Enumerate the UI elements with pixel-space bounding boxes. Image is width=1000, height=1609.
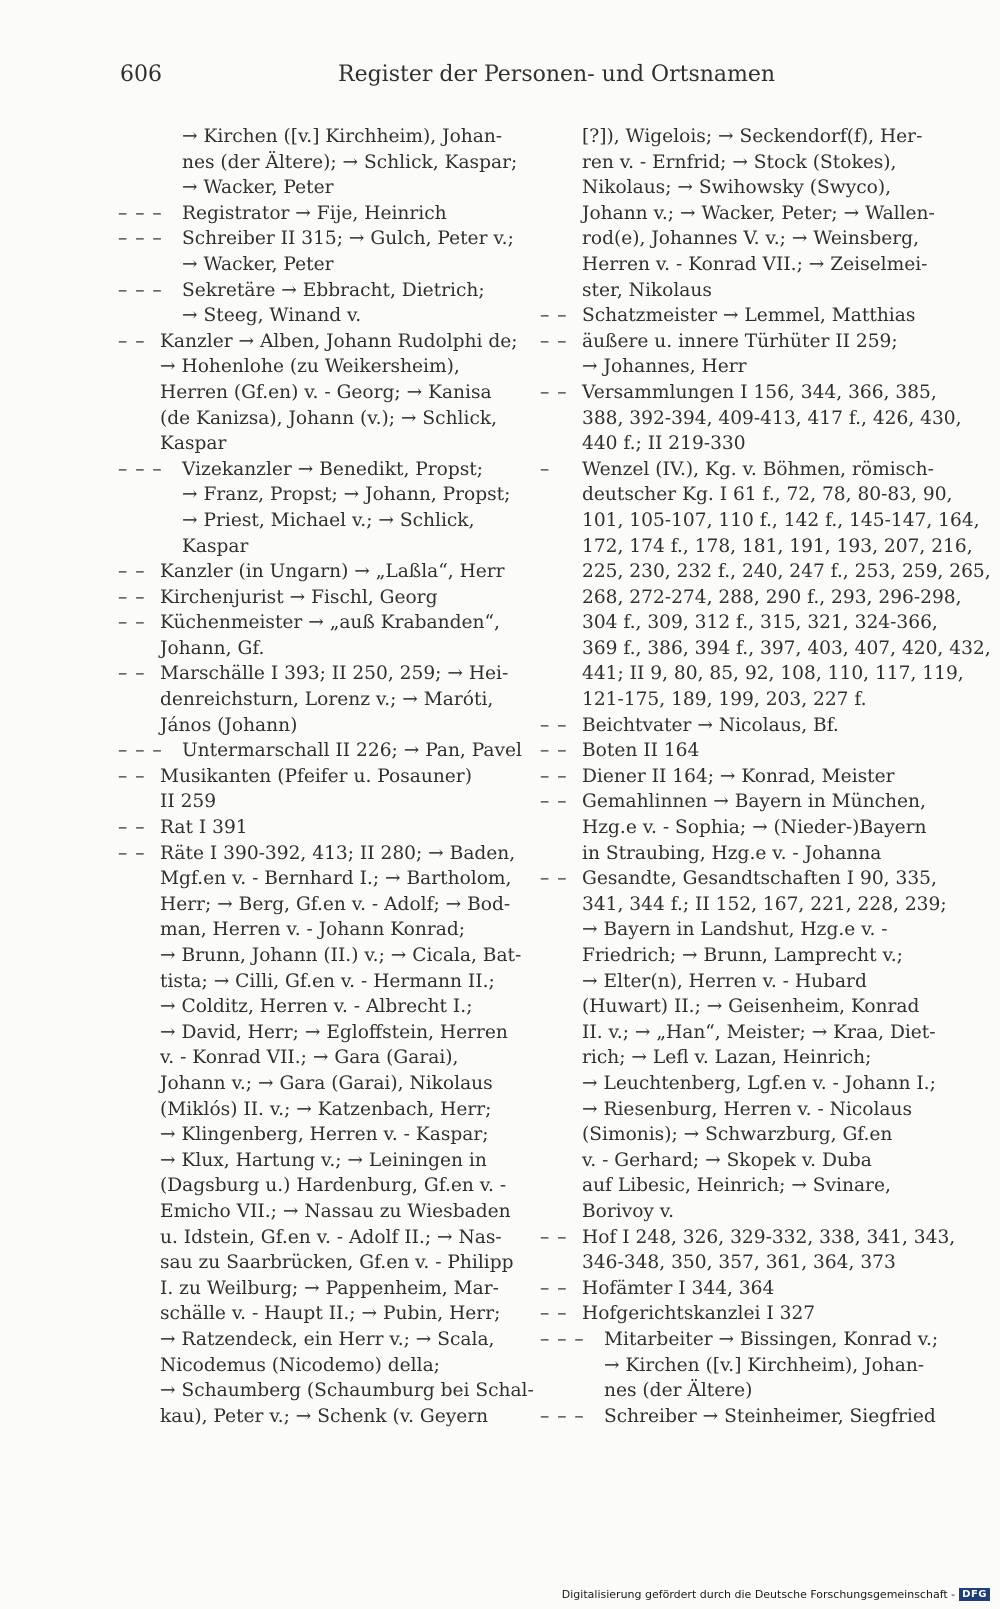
entry-line: → Bayern in Landshut, Hzg.e v. - bbox=[582, 919, 888, 941]
index-entry bbox=[118, 278, 544, 329]
entry-line: → Wacker, Peter bbox=[182, 253, 334, 275]
index-entry bbox=[118, 841, 544, 1430]
index-entry bbox=[540, 124, 945, 303]
entry-line: Kanzler (in Ungarn) → „Laßla“, Herr bbox=[160, 561, 505, 583]
footer-credit bbox=[562, 1588, 990, 1601]
entry-line: → Franz, Propst; → Johann, Propst; bbox=[182, 484, 511, 506]
level-dashes: – – bbox=[118, 330, 146, 352]
entry-line: Herren (Gf.en) v. - Georg; → Kanisa bbox=[160, 381, 492, 403]
entry-line: II 259 bbox=[160, 791, 217, 813]
entry-line: Kanzler → Alben, Johann Rudolphi de; bbox=[160, 330, 518, 352]
index-entry bbox=[540, 866, 945, 1224]
entry-line: v. - Konrad VII.; → Gara (Garai), bbox=[160, 1047, 459, 1069]
entry-line: Kaspar bbox=[182, 535, 249, 557]
level-dashes: – – bbox=[118, 842, 146, 864]
entry-line: → Kirchen ([v.] Kirchheim), Johan- bbox=[604, 1354, 925, 1376]
index-entry bbox=[540, 380, 962, 457]
entry-line: → Riesenburg, Herren v. - Nicolaus bbox=[582, 1098, 913, 1120]
entry-line: → Wacker, Peter bbox=[182, 177, 334, 199]
entry-line: Hofgerichtskanzlei I 327 bbox=[582, 1303, 816, 1325]
entry-line: Rat I 391 bbox=[160, 817, 248, 839]
entry-line: → Johannes, Herr bbox=[582, 356, 747, 378]
level-dashes: – – bbox=[118, 817, 146, 839]
index-entry bbox=[118, 559, 544, 585]
entry-line: Räte I 390-392, 413; II 280; → Baden, bbox=[160, 842, 516, 864]
entry-line: deutscher Kg. I 61 f., 72, 78, 80-83, 90, bbox=[582, 484, 953, 506]
level-dashes: – – bbox=[540, 1226, 568, 1248]
entry-line: 225, 230, 232 f., 240, 247 f., 253, 259, 265, bbox=[582, 561, 991, 583]
entry-line: → Priest, Michael v.; → Schlick, bbox=[182, 509, 475, 531]
right-column bbox=[540, 124, 991, 1429]
entry-line: → Steeg, Winand v. bbox=[182, 305, 362, 327]
entry-line: Musikanten (Pfeifer u. Posauner) bbox=[160, 765, 472, 787]
index-entry bbox=[118, 610, 544, 661]
entry-line: Friedrich; → Brunn, Lamprecht v.; bbox=[582, 945, 903, 966]
entry-line: 304 f., 309, 312 f., 315, 321, 324-366, bbox=[582, 612, 938, 634]
entry-line: 172, 174 f., 178, 181, 191, 193, 207, 216, bbox=[582, 535, 973, 557]
entry-line: Diener II 164; → Konrad, Meister bbox=[582, 765, 895, 787]
index-entry bbox=[118, 201, 544, 227]
entry-line: Versammlungen I 156, 344, 366, 385, bbox=[582, 381, 937, 403]
entry-line: Herr; → Berg, Gf.en v. - Adolf; → Bod- bbox=[160, 893, 511, 915]
entry-line: Mgf.en v. - Bernhard I.; → Bartholom, bbox=[160, 868, 512, 890]
index-entry bbox=[540, 764, 945, 790]
entry-line: rod(e), Johannes V. v.; → Weinsberg, bbox=[582, 228, 919, 250]
index-entry bbox=[118, 124, 544, 201]
entry-line: 440 f.; II 219-330 bbox=[582, 433, 746, 455]
level-dashes: – – – bbox=[118, 740, 163, 762]
entry-line: ren v. - Ernfrid; → Stock (Stokes), bbox=[582, 151, 897, 173]
entry-line: → Kirchen ([v.] Kirchheim), Johan- bbox=[182, 126, 503, 147]
entry-line: → Brunn, Johann (II.) v.; → Cicala, Bat- bbox=[160, 945, 522, 966]
index-entry bbox=[118, 329, 544, 457]
level-dashes: – – bbox=[540, 305, 568, 327]
level-dashes: – – bbox=[118, 663, 146, 685]
level-dashes: – – bbox=[540, 791, 568, 813]
level-dashes: – – – bbox=[540, 1405, 585, 1427]
level-dashes: – – bbox=[540, 1303, 568, 1325]
level-dashes: – – – bbox=[118, 202, 163, 224]
index-entry bbox=[540, 1404, 945, 1430]
entry-line: Beichtvater → Nicolaus, Bf. bbox=[582, 714, 839, 736]
entry-line: Boten II 164 bbox=[582, 740, 700, 762]
entry-line: Küchenmeister → „auß Krabanden“, bbox=[160, 612, 500, 634]
entry-line: II. v.; → „Han“, Meister; → Kraa, Diet- bbox=[582, 1021, 936, 1043]
entry-line: 346-348, 350, 357, 361, 364, 373 bbox=[582, 1252, 896, 1274]
entry-line: Hzg.e v. - Sophia; → (Nieder-)Bayern bbox=[582, 817, 927, 839]
entry-line: János (Johann) bbox=[160, 714, 298, 736]
dfg-logo: DFG bbox=[959, 1588, 990, 1601]
index-entry bbox=[118, 226, 544, 277]
entry-line: (Simonis); → Schwarzburg, Gf.en bbox=[582, 1124, 893, 1146]
index-entry bbox=[118, 738, 544, 764]
entry-line: Schreiber → Steinheimer, Siegfried bbox=[604, 1405, 936, 1427]
index-entry bbox=[118, 585, 544, 611]
level-dashes: – – bbox=[540, 1277, 568, 1299]
level-dashes: – – bbox=[118, 612, 146, 634]
index-entry bbox=[540, 1276, 945, 1302]
level-dashes: – – – bbox=[118, 458, 163, 480]
entry-line: 121-175, 189, 199, 203, 227 f. bbox=[582, 689, 867, 711]
entry-line: Mitarbeiter → Bissingen, Konrad v.; bbox=[604, 1328, 939, 1350]
entry-line: (Dagsburg u.) Hardenburg, Gf.en v. - bbox=[160, 1175, 507, 1197]
level-dashes: – – – bbox=[118, 279, 163, 301]
entry-line: u. Idstein, Gf.en v. - Adolf II.; → Nas- bbox=[160, 1226, 502, 1248]
entry-line: I. zu Weilburg; → Pappenheim, Mar- bbox=[160, 1277, 499, 1299]
entry-line: 441; II 9, 80, 85, 92, 108, 110, 117, 119, bbox=[582, 663, 964, 685]
entry-line: Wenzel (IV.), Kg. v. Böhmen, römisch- bbox=[582, 458, 934, 480]
index-entry bbox=[118, 661, 544, 738]
entry-line: Gemahlinnen → Bayern in München, bbox=[582, 791, 926, 813]
entry-line: schälle v. - Haupt II.; → Pubin, Herr; bbox=[160, 1303, 501, 1325]
entry-line: 268, 272-274, 288, 290 f., 293, 296-298, bbox=[582, 586, 962, 608]
level-dashes: – – bbox=[540, 381, 568, 403]
entry-line: → Ratzendeck, ein Herr v.; → Scala, bbox=[160, 1328, 495, 1350]
entry-line: Nicodemus (Nicodemo) della; bbox=[160, 1354, 440, 1376]
level-dashes: – – bbox=[540, 330, 568, 352]
entry-line: (Miklós) II. v.; → Katzenbach, Herr; bbox=[160, 1098, 492, 1120]
entry-line: Johann, Gf. bbox=[160, 637, 265, 659]
entry-line: Registrator → Fije, Heinrich bbox=[182, 202, 447, 224]
entry-line: Kaspar bbox=[160, 433, 227, 455]
index-entry bbox=[540, 457, 991, 713]
entry-line: man, Herren v. - Johann Konrad; bbox=[160, 919, 465, 941]
entry-line: Johann v.; → Wacker, Peter; → Wallen- bbox=[582, 202, 935, 224]
entry-line: 388, 392-394, 409-413, 417 f., 426, 430, bbox=[582, 407, 962, 429]
index-entry bbox=[118, 815, 544, 841]
entry-line: Marschälle I 393; II 250, 259; → Hei- bbox=[160, 663, 509, 685]
entry-line: (de Kanizsa), Johann (v.); → Schlick, bbox=[160, 407, 498, 429]
entry-line: Schatzmeister → Lemmel, Matthias bbox=[582, 305, 916, 327]
level-dashes: – – – bbox=[118, 228, 163, 250]
entry-line: Borivoy v. bbox=[582, 1200, 675, 1222]
index-entry bbox=[540, 1301, 945, 1327]
level-dashes: – – bbox=[540, 868, 568, 890]
index-entry bbox=[540, 713, 945, 739]
index-entry bbox=[540, 1225, 956, 1276]
entry-line: 369 f., 386, 394 f., 397, 403, 407, 420, 432, bbox=[582, 637, 991, 659]
entry-line: → Klux, Hartung v.; → Leiningen in bbox=[160, 1149, 487, 1171]
index-entry bbox=[118, 764, 544, 815]
entry-line: nes (der Ältere); → Schlick, Kaspar; bbox=[182, 151, 518, 173]
entry-line: Johann v.; → Gara (Garai), Nikolaus bbox=[160, 1072, 493, 1094]
level-dashes: – bbox=[540, 458, 551, 480]
entry-line: sau zu Saarbrücken, Gf.en v. - Philipp bbox=[160, 1252, 514, 1274]
entry-line: Vizekanzler → Benedikt, Propst; bbox=[182, 458, 484, 480]
entry-line: → Hohenlohe (zu Weikersheim), bbox=[160, 356, 460, 378]
entry-line: → Colditz, Herren v. - Albrecht I.; bbox=[160, 996, 473, 1018]
entry-line: v. - Gerhard; → Skopek v. Duba bbox=[582, 1149, 872, 1171]
index-entry bbox=[118, 457, 544, 559]
entry-line: denreichsturn, Lorenz v.; → Maróti, bbox=[160, 689, 494, 711]
entry-line: Sekretäre → Ebbracht, Dietrich; bbox=[182, 279, 485, 301]
level-dashes: – – – bbox=[540, 1328, 585, 1350]
entry-line: Emicho VII.; → Nassau zu Wiesbaden bbox=[160, 1200, 511, 1222]
index-entry bbox=[540, 329, 945, 380]
entry-line: nes (der Ältere) bbox=[604, 1380, 753, 1402]
level-dashes: – – bbox=[540, 765, 568, 787]
entry-line: ster, Nikolaus bbox=[582, 279, 712, 301]
running-title: Register der Personen- und Ortsnamen bbox=[338, 62, 776, 87]
entry-line: Kirchenjurist → Fischl, Georg bbox=[160, 586, 438, 608]
page-number: 606 bbox=[120, 62, 162, 87]
entry-line: tista; → Cilli, Gf.en v. - Hermann II.; bbox=[160, 970, 495, 992]
level-dashes: – – bbox=[540, 714, 568, 736]
entry-line: Nikolaus; → Swihowsky (Swyco), bbox=[582, 177, 891, 199]
entry-line: → Schaumberg (Schaumburg bei Schal- bbox=[160, 1380, 534, 1402]
entry-line: Hof I 248, 326, 329-332, 338, 341, 343, bbox=[582, 1226, 956, 1248]
entry-line: äußere u. innere Türhüter II 259; bbox=[582, 330, 898, 352]
entry-line: → Klingenberg, Herren v. - Kaspar; bbox=[160, 1124, 489, 1146]
footer-text: Digitalisierung gefördert durch die Deutsche Forschungsgemeinschaft - bbox=[561, 1588, 956, 1601]
level-dashes: – – bbox=[118, 586, 146, 608]
entry-line: Herren v. - Konrad VII.; → Zeiselmei- bbox=[582, 253, 928, 275]
entry-line: → David, Herr; → Egloffstein, Herren bbox=[160, 1021, 508, 1043]
entry-line: in Straubing, Hzg.e v. - Johanna bbox=[582, 842, 882, 864]
entry-line: Hofämter I 344, 364 bbox=[582, 1277, 775, 1299]
level-dashes: – – bbox=[540, 740, 568, 762]
index-entry bbox=[540, 738, 945, 764]
page-header bbox=[120, 62, 940, 102]
level-dashes: – – bbox=[118, 765, 146, 787]
entry-line: [?]), Wigelois; → Seckendorf(f), Her- bbox=[582, 126, 923, 147]
entry-line: auf Libesic, Heinrich; → Svinare, bbox=[582, 1175, 891, 1197]
entry-line: kau), Peter v.; → Schenk (v. Geyern bbox=[160, 1405, 489, 1427]
index-entry bbox=[540, 1327, 945, 1404]
entry-line: Untermarschall II 226; → Pan, Pavel bbox=[182, 740, 522, 762]
entry-line: rich; → Lefl v. Lazan, Heinrich; bbox=[582, 1047, 872, 1069]
entry-line: 341, 344 f.; II 152, 167, 221, 228, 239; bbox=[582, 893, 947, 915]
entry-line: (Huwart) II.; → Geisenheim, Konrad bbox=[582, 996, 920, 1018]
entry-line: 101, 105-107, 110 f., 142 f., 145-147, 164, bbox=[582, 509, 980, 531]
entry-line: Schreiber II 315; → Gulch, Peter v.; bbox=[182, 228, 514, 250]
entry-line: → Elter(n), Herren v. - Hubard bbox=[582, 970, 867, 992]
entry-line: → Leuchtenberg, Lgf.en v. - Johann I.; bbox=[582, 1072, 936, 1094]
index-entry bbox=[540, 303, 945, 329]
level-dashes: – – bbox=[118, 561, 146, 583]
left-column bbox=[118, 124, 544, 1429]
index-entry bbox=[540, 789, 945, 866]
entry-line: Gesandte, Gesandtschaften I 90, 335, bbox=[582, 868, 937, 890]
